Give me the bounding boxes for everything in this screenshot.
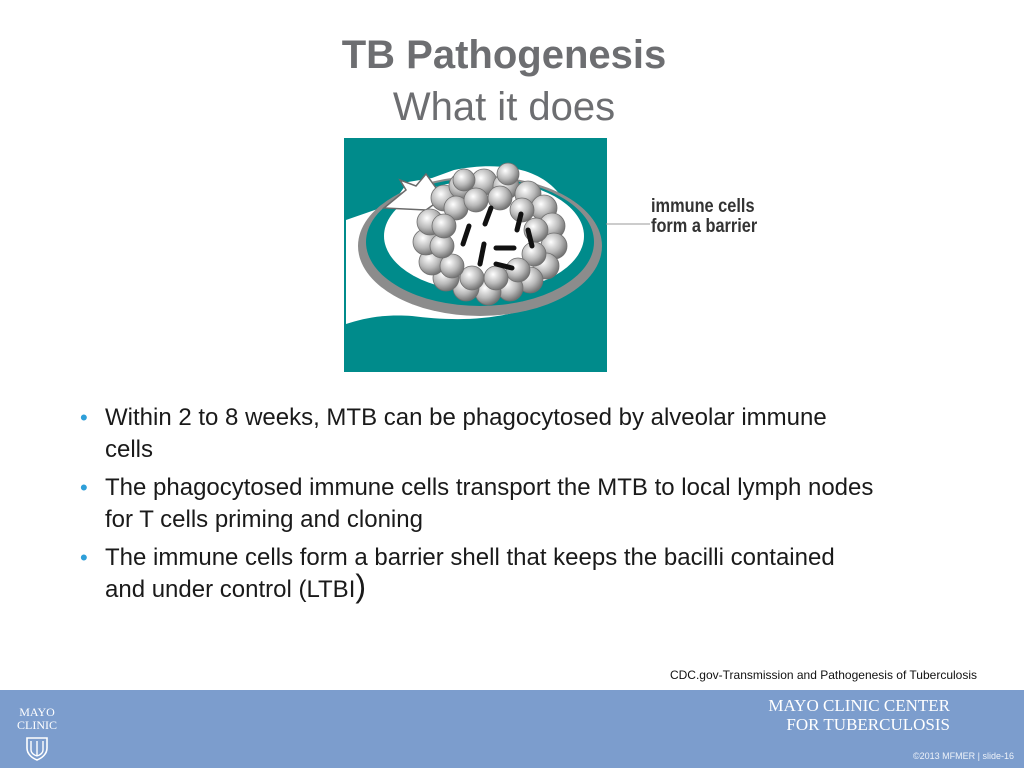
center-name-line2: FOR TUBERCULOSIS <box>786 715 950 734</box>
bullet-closing-paren: ) <box>355 568 367 604</box>
center-name-line1: MAYO CLINIC CENTER <box>768 696 950 715</box>
slide-subtitle: What it does <box>392 85 616 129</box>
granuloma-figure <box>344 138 608 374</box>
bullet-item <box>76 402 876 466</box>
footer-bar <box>0 690 1024 768</box>
source-citation: CDC.gov-Transmission and Pathogenesis of Tuberculosis <box>669 668 977 682</box>
bullet-text: The immune cells form a barrier shell that keeps the bacilli contained and under control (LTBI <box>105 544 835 603</box>
bullet-item <box>76 542 876 606</box>
bullet-dot-icon: • <box>80 405 88 430</box>
bullet-item <box>76 472 876 536</box>
logo-line1: MAYO <box>19 705 55 719</box>
figure-label <box>651 197 757 237</box>
mayo-shield-icon <box>24 735 50 761</box>
slide-title: TB Pathogenesis <box>341 33 667 77</box>
logo-line2: CLINIC <box>17 718 57 732</box>
figure-label-line2: form a barrier <box>651 216 758 237</box>
bullet-text: Within 2 to 8 weeks, MTB can be phagocytosed by alveolar immune cells <box>105 404 827 463</box>
figure-label-leader <box>606 222 650 226</box>
bullet-list <box>76 402 876 612</box>
mayo-logo <box>12 706 62 761</box>
bullet-text: The phagocytosed immune cells transport the MTB to local lymph nodes for T cells priming and cloning <box>105 474 874 533</box>
bullet-dot-icon: • <box>80 475 88 500</box>
bullet-dot-icon: • <box>80 545 88 570</box>
figure-label-line1: immune cells <box>651 196 755 217</box>
copyright-slide-number: ©2013 MFMER | slide-16 <box>912 751 1014 761</box>
center-name <box>768 696 950 734</box>
